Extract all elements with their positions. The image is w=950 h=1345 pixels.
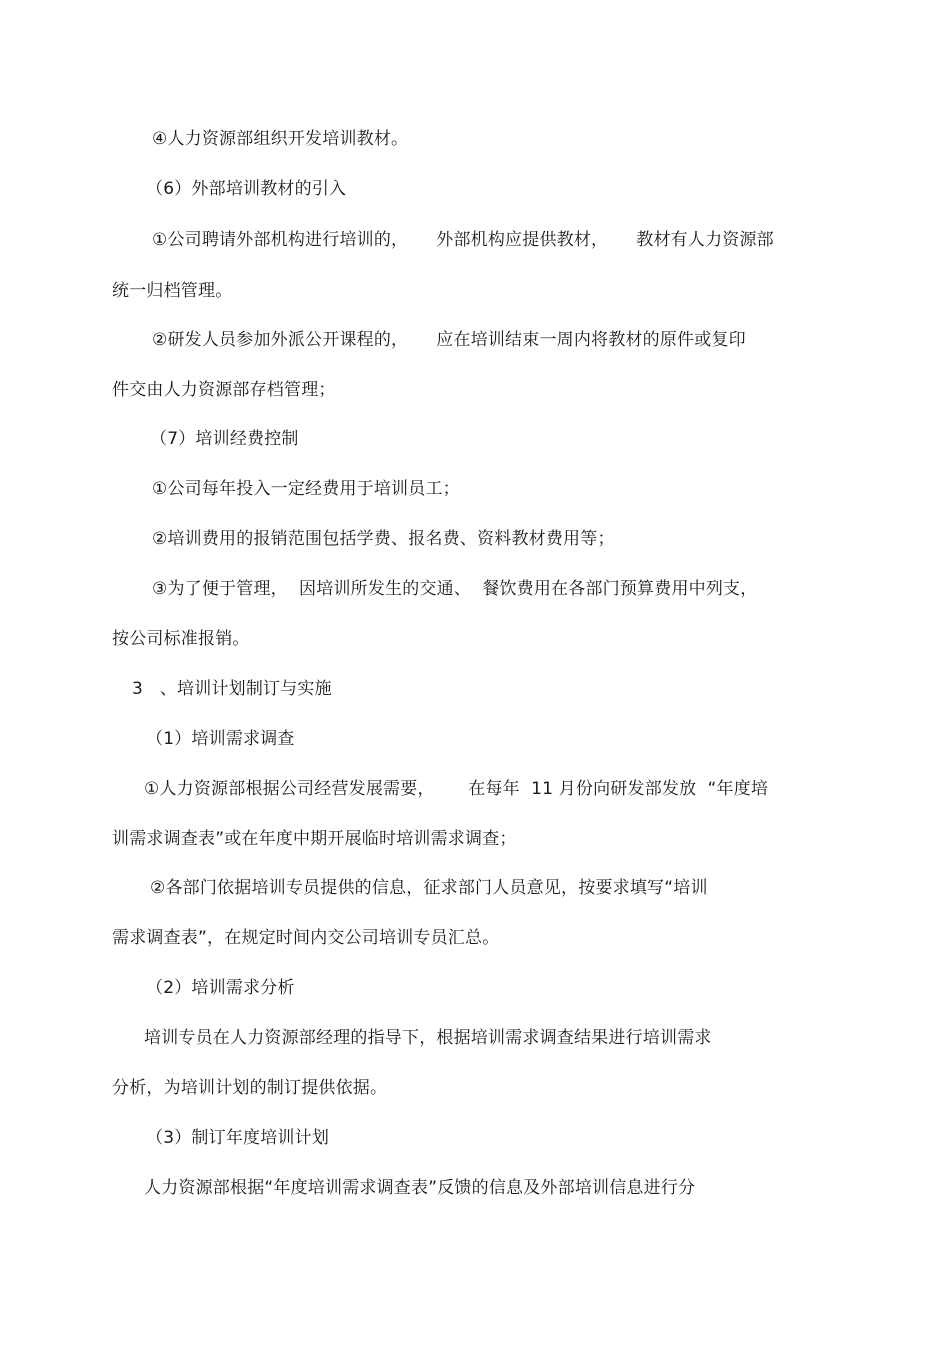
paragraph-line: ①人力资源部根据公司经营发展需要， 在每年 11 月份向研发部发放 “年度培	[144, 779, 769, 799]
section-heading: （7）培训经费控制	[150, 429, 299, 449]
section-heading: （6）外部培训教材的引入	[146, 179, 347, 199]
section-heading: （2）培训需求分析	[146, 978, 295, 998]
section-heading: （3）制订年度培训计划	[146, 1128, 330, 1148]
paragraph-line: 培训专员在人力资源部经理的指导下，根据培训需求调查结果进行培训需求	[144, 1028, 712, 1048]
paragraph-line: 训需求调查表”或在年度中期开展临时培训需求调查；	[112, 829, 517, 849]
paragraph-line: 按公司标准报销。	[112, 629, 250, 649]
paragraph-line: ①公司每年投入一定经费用于培训员工；	[152, 479, 460, 499]
chapter-heading: 3 、培训计划制订与实施	[132, 679, 332, 699]
paragraph-line: 需求调查表”，在规定时间内交公司培训专员汇总。	[112, 928, 500, 948]
paragraph-line: ③为了便于管理， 因培训所发生的交通、 餐饮费用在各部门预算费用中列支，	[152, 579, 758, 599]
paragraph-line: ④人力资源部组织开发培训教材。	[152, 129, 409, 149]
paragraph-line: ②培训费用的报销范围包括学费、报名费、资料教材费用等；	[152, 529, 615, 549]
paragraph-line: 分析，为培训计划的制订提供依据。	[112, 1078, 388, 1098]
paragraph-line: ①公司聘请外部机构进行培训的， 外部机构应提供教材， 教材有人力资源部	[152, 230, 774, 250]
paragraph-line: 统一归档管理。	[112, 281, 233, 301]
paragraph-line: ②各部门依据培训专员提供的信息，征求部门人员意见，按要求填写“培训	[150, 878, 708, 898]
paragraph-line: 件交由人力资源部存档管理；	[112, 380, 336, 400]
paragraph-line: ②研发人员参加外派公开课程的， 应在培训结束一周内将教材的原件或复印	[152, 330, 746, 350]
section-heading: （1）培训需求调查	[146, 729, 295, 749]
paragraph-line: 人力资源部根据“年度培训需求调查表”反馈的信息及外部培训信息进行分	[144, 1178, 696, 1198]
